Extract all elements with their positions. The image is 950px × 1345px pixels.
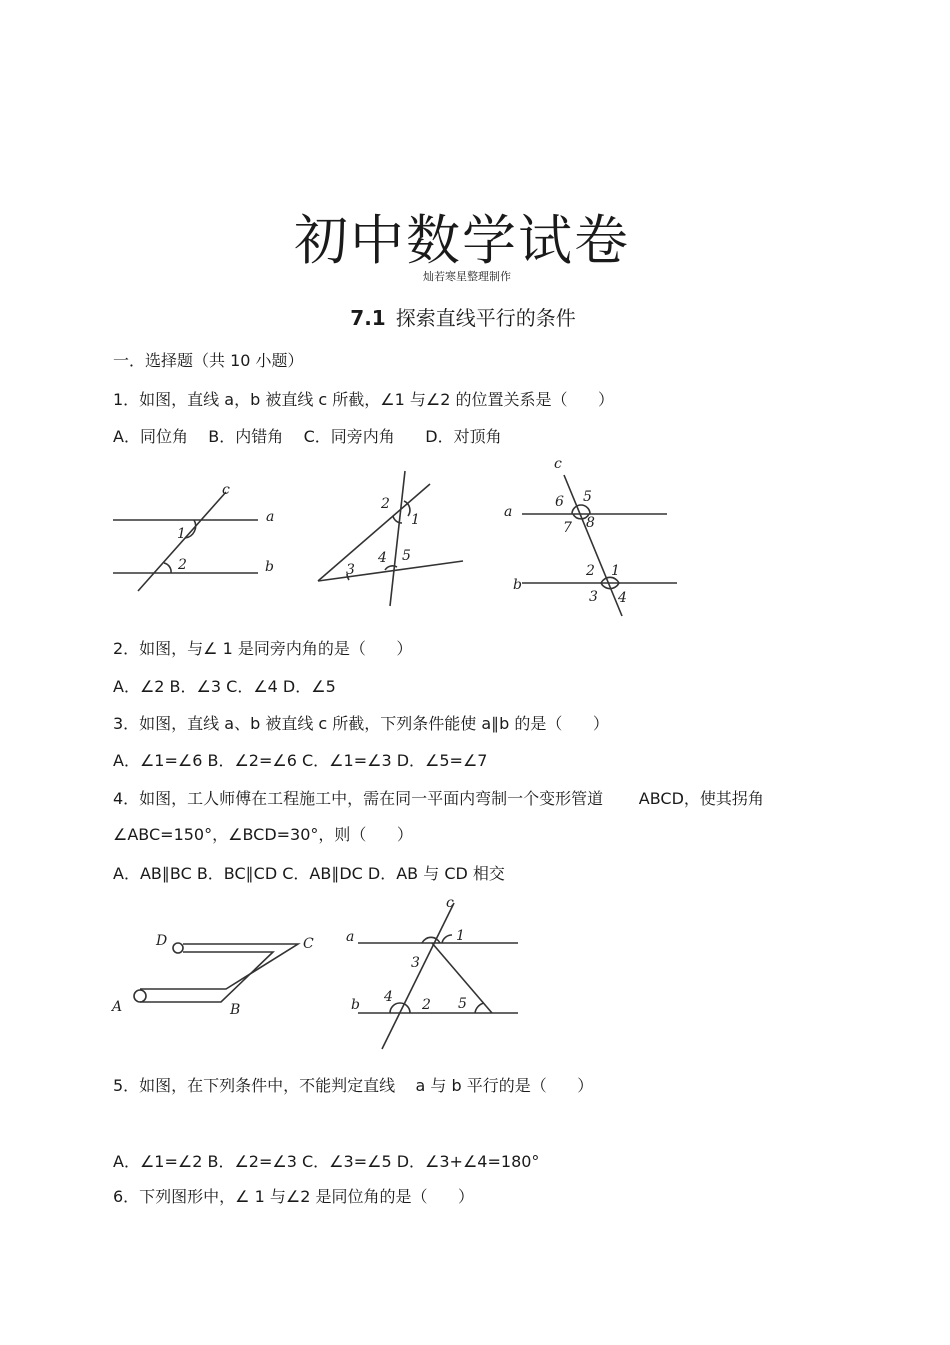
fig3-label-c: c [554,458,562,472]
fig1-label-b: b [265,559,274,575]
figure-3 [500,458,685,618]
fig5-label-3: 3 [411,955,420,971]
q4-stem-line1: 4．如图，工人师傅在工程施工中，需在同一平面内弯制一个变形管道 ABCD，使其拐角 [113,789,764,808]
figure-4 [108,925,328,1020]
fig4-label-B: B [230,1002,241,1018]
fig3-label-1: 1 [611,563,620,579]
fig3-label-2: 2 [586,563,595,579]
fig3-label-4: 4 [618,590,627,606]
figure-5 [342,893,527,1055]
fig4-label-C: C [303,936,314,952]
q1-options: A．同位角 B．内错角 C．同旁内角 D．对顶角 [113,427,502,446]
section-name: 探索直线平行的条件 [395,306,576,330]
section-number: 7.1 [350,306,386,330]
fig5-label-5: 5 [458,996,467,1012]
figure-1 [108,478,288,598]
fig5-label-1: 1 [456,928,465,944]
section-heading [0,302,926,331]
q2-options: A．∠2 B．∠3 C．∠4 D．∠5 [113,677,336,696]
q5-stem: 5．如图，在下列条件中，不能判定直线 a 与 b 平行的是（ ） [113,1076,594,1095]
fig3-label-5: 5 [583,489,592,505]
fig1-label-1: 1 [177,526,186,542]
fig4-label-D: D [156,933,168,949]
fig3-label-7: 7 [563,520,572,536]
q6-stem: 6．下列图形中，∠ 1 与∠2 是同位角的是（ ） [113,1187,475,1206]
fig3-label-3: 3 [589,589,598,605]
page-title: 初中数学试卷 [294,209,630,272]
part-heading: 一．选择题（共 10 小题） [113,351,304,370]
fig2-label-3: 3 [346,562,355,578]
page-subtitle: 灿若寒星整理制作 [423,270,511,283]
fig2-label-1: 1 [411,512,420,528]
fig5-label-a: a [346,929,355,945]
fig2-label-4: 4 [378,550,387,566]
q3-stem: 3．如图，直线 a、b 被直线 c 所截，下列条件能使 a∥b 的是（ ） [113,714,609,733]
figure-2 [315,468,470,608]
fig5-label-c: c [446,895,454,911]
fig1-label-a: a [266,509,275,525]
fig5-label-4: 4 [384,989,393,1005]
q3-options: A．∠1=∠6 B．∠2=∠6 C．∠1=∠3 D．∠5=∠7 [113,751,488,770]
q2-stem: 2．如图，与∠ 1 是同旁内角的是（ ） [113,639,413,658]
fig2-label-5: 5 [402,548,411,564]
q5-options: A．∠1=∠2 B．∠2=∠3 C．∠3=∠5 D．∠3+∠4=180° [113,1152,540,1171]
fig3-label-6: 6 [555,494,564,510]
q4-stem-line2: ∠ABC=150°，∠BCD=30°，则（ ） [113,825,413,844]
fig1-label-2: 2 [178,557,187,573]
q4-options: A．AB∥BC B．BC∥CD C．AB∥DC D．AB 与 CD 相交 [113,864,505,883]
fig4-label-A: A [112,999,123,1015]
fig5-label-2: 2 [422,997,431,1013]
fig3-label-8: 8 [586,515,595,531]
fig2-label-2: 2 [381,496,390,512]
fig3-label-b: b [513,577,522,593]
fig5-label-b: b [351,997,360,1013]
q1-stem: 1．如图，直线 a，b 被直线 c 所截，∠1 与∠2 的位置关系是（ ） [113,390,615,409]
fig3-label-a: a [504,504,513,520]
fig1-label-c: c [222,482,230,498]
